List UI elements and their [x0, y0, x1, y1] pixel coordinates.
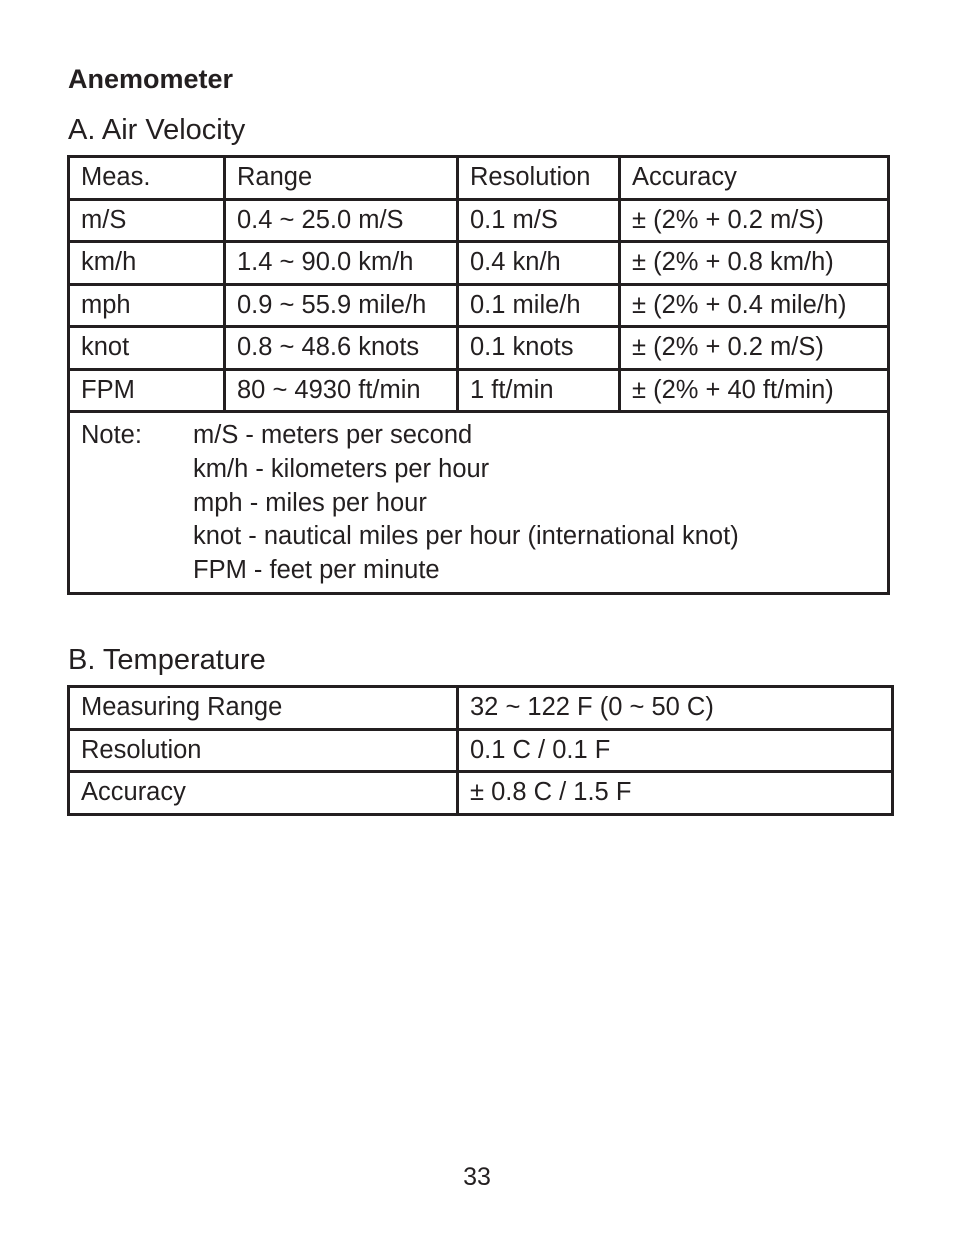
- table-row: [69, 687, 893, 730]
- table-header-row: [69, 157, 889, 200]
- table-cell: ± (2% + 0.2 m/S): [620, 199, 889, 242]
- note-line: mph - miles per hour: [193, 488, 427, 517]
- page-number: 33: [463, 1163, 491, 1191]
- table-row: [69, 369, 889, 412]
- table-row: [69, 199, 889, 242]
- table-cell: 0.1 knots: [458, 327, 620, 370]
- table-cell: ± 0.8 C / 1.5 F: [458, 772, 893, 815]
- table-cell: mph: [69, 284, 225, 327]
- table-cell: 0.9 ~ 55.9 mile/h: [225, 284, 458, 327]
- table-cell: knot: [69, 327, 225, 370]
- table-cell: Accuracy: [69, 772, 458, 815]
- table-cell: 0.1 m/S: [458, 199, 620, 242]
- note-line: FPM - feet per minute: [193, 556, 440, 585]
- table-cell: ± (2% + 0.8 km/h): [620, 242, 889, 285]
- table-cell: FPM: [69, 369, 225, 412]
- note-line: m/S - meters per second: [193, 421, 473, 449]
- table-cell: 0.1 C / 0.1 F: [458, 729, 893, 772]
- page-heading: Anemometer: [68, 64, 234, 94]
- table-row: [69, 729, 893, 772]
- table-row: [69, 284, 889, 327]
- note-cell: [69, 412, 889, 594]
- header-cell-range: Range: [225, 157, 458, 200]
- table-cell: 0.4 kn/h: [458, 242, 620, 285]
- table-cell: Resolution: [69, 729, 458, 772]
- table-row: [69, 772, 893, 815]
- table-cell: ± (2% + 40 ft/min): [620, 369, 889, 412]
- table-row: [69, 242, 889, 285]
- note-row: [69, 412, 889, 594]
- note-lines: [193, 419, 739, 588]
- table-row: [69, 327, 889, 370]
- note: [81, 419, 887, 588]
- note-label: Note:: [81, 421, 142, 449]
- header-cell-resolution: Resolution: [458, 157, 620, 200]
- table-cell: ± (2% + 0.4 mile/h): [620, 284, 889, 327]
- table-cell: 80 ~ 4930 ft/min: [225, 369, 458, 412]
- table-cell: 1.4 ~ 90.0 km/h: [225, 242, 458, 285]
- table-cell: Measuring Range: [69, 687, 458, 730]
- header-cell-accuracy: Accuracy: [620, 157, 889, 200]
- section-title-air-velocity: A. Air Velocity: [68, 114, 246, 146]
- table-cell: 0.8 ~ 48.6 knots: [225, 327, 458, 370]
- note-line: knot - nautical miles per hour (international knot): [193, 522, 739, 551]
- table-cell: km/h: [69, 242, 225, 285]
- table-cell: 0.1 mile/h: [458, 284, 620, 327]
- header-cell-meas: Meas.: [69, 157, 225, 200]
- table-cell: 1 ft/min: [458, 369, 620, 412]
- table-cell: ± (2% + 0.2 m/S): [620, 327, 889, 370]
- note-line: km/h - kilometers per hour: [193, 454, 490, 483]
- table-cell: 32 ~ 122 F (0 ~ 50 C): [458, 687, 893, 730]
- section-title-temperature: B. Temperature: [68, 644, 266, 676]
- table-cell: m/S: [69, 199, 225, 242]
- temperature-table: [67, 685, 894, 816]
- air-velocity-table: [67, 155, 890, 595]
- table-cell: 0.4 ~ 25.0 m/S: [225, 199, 458, 242]
